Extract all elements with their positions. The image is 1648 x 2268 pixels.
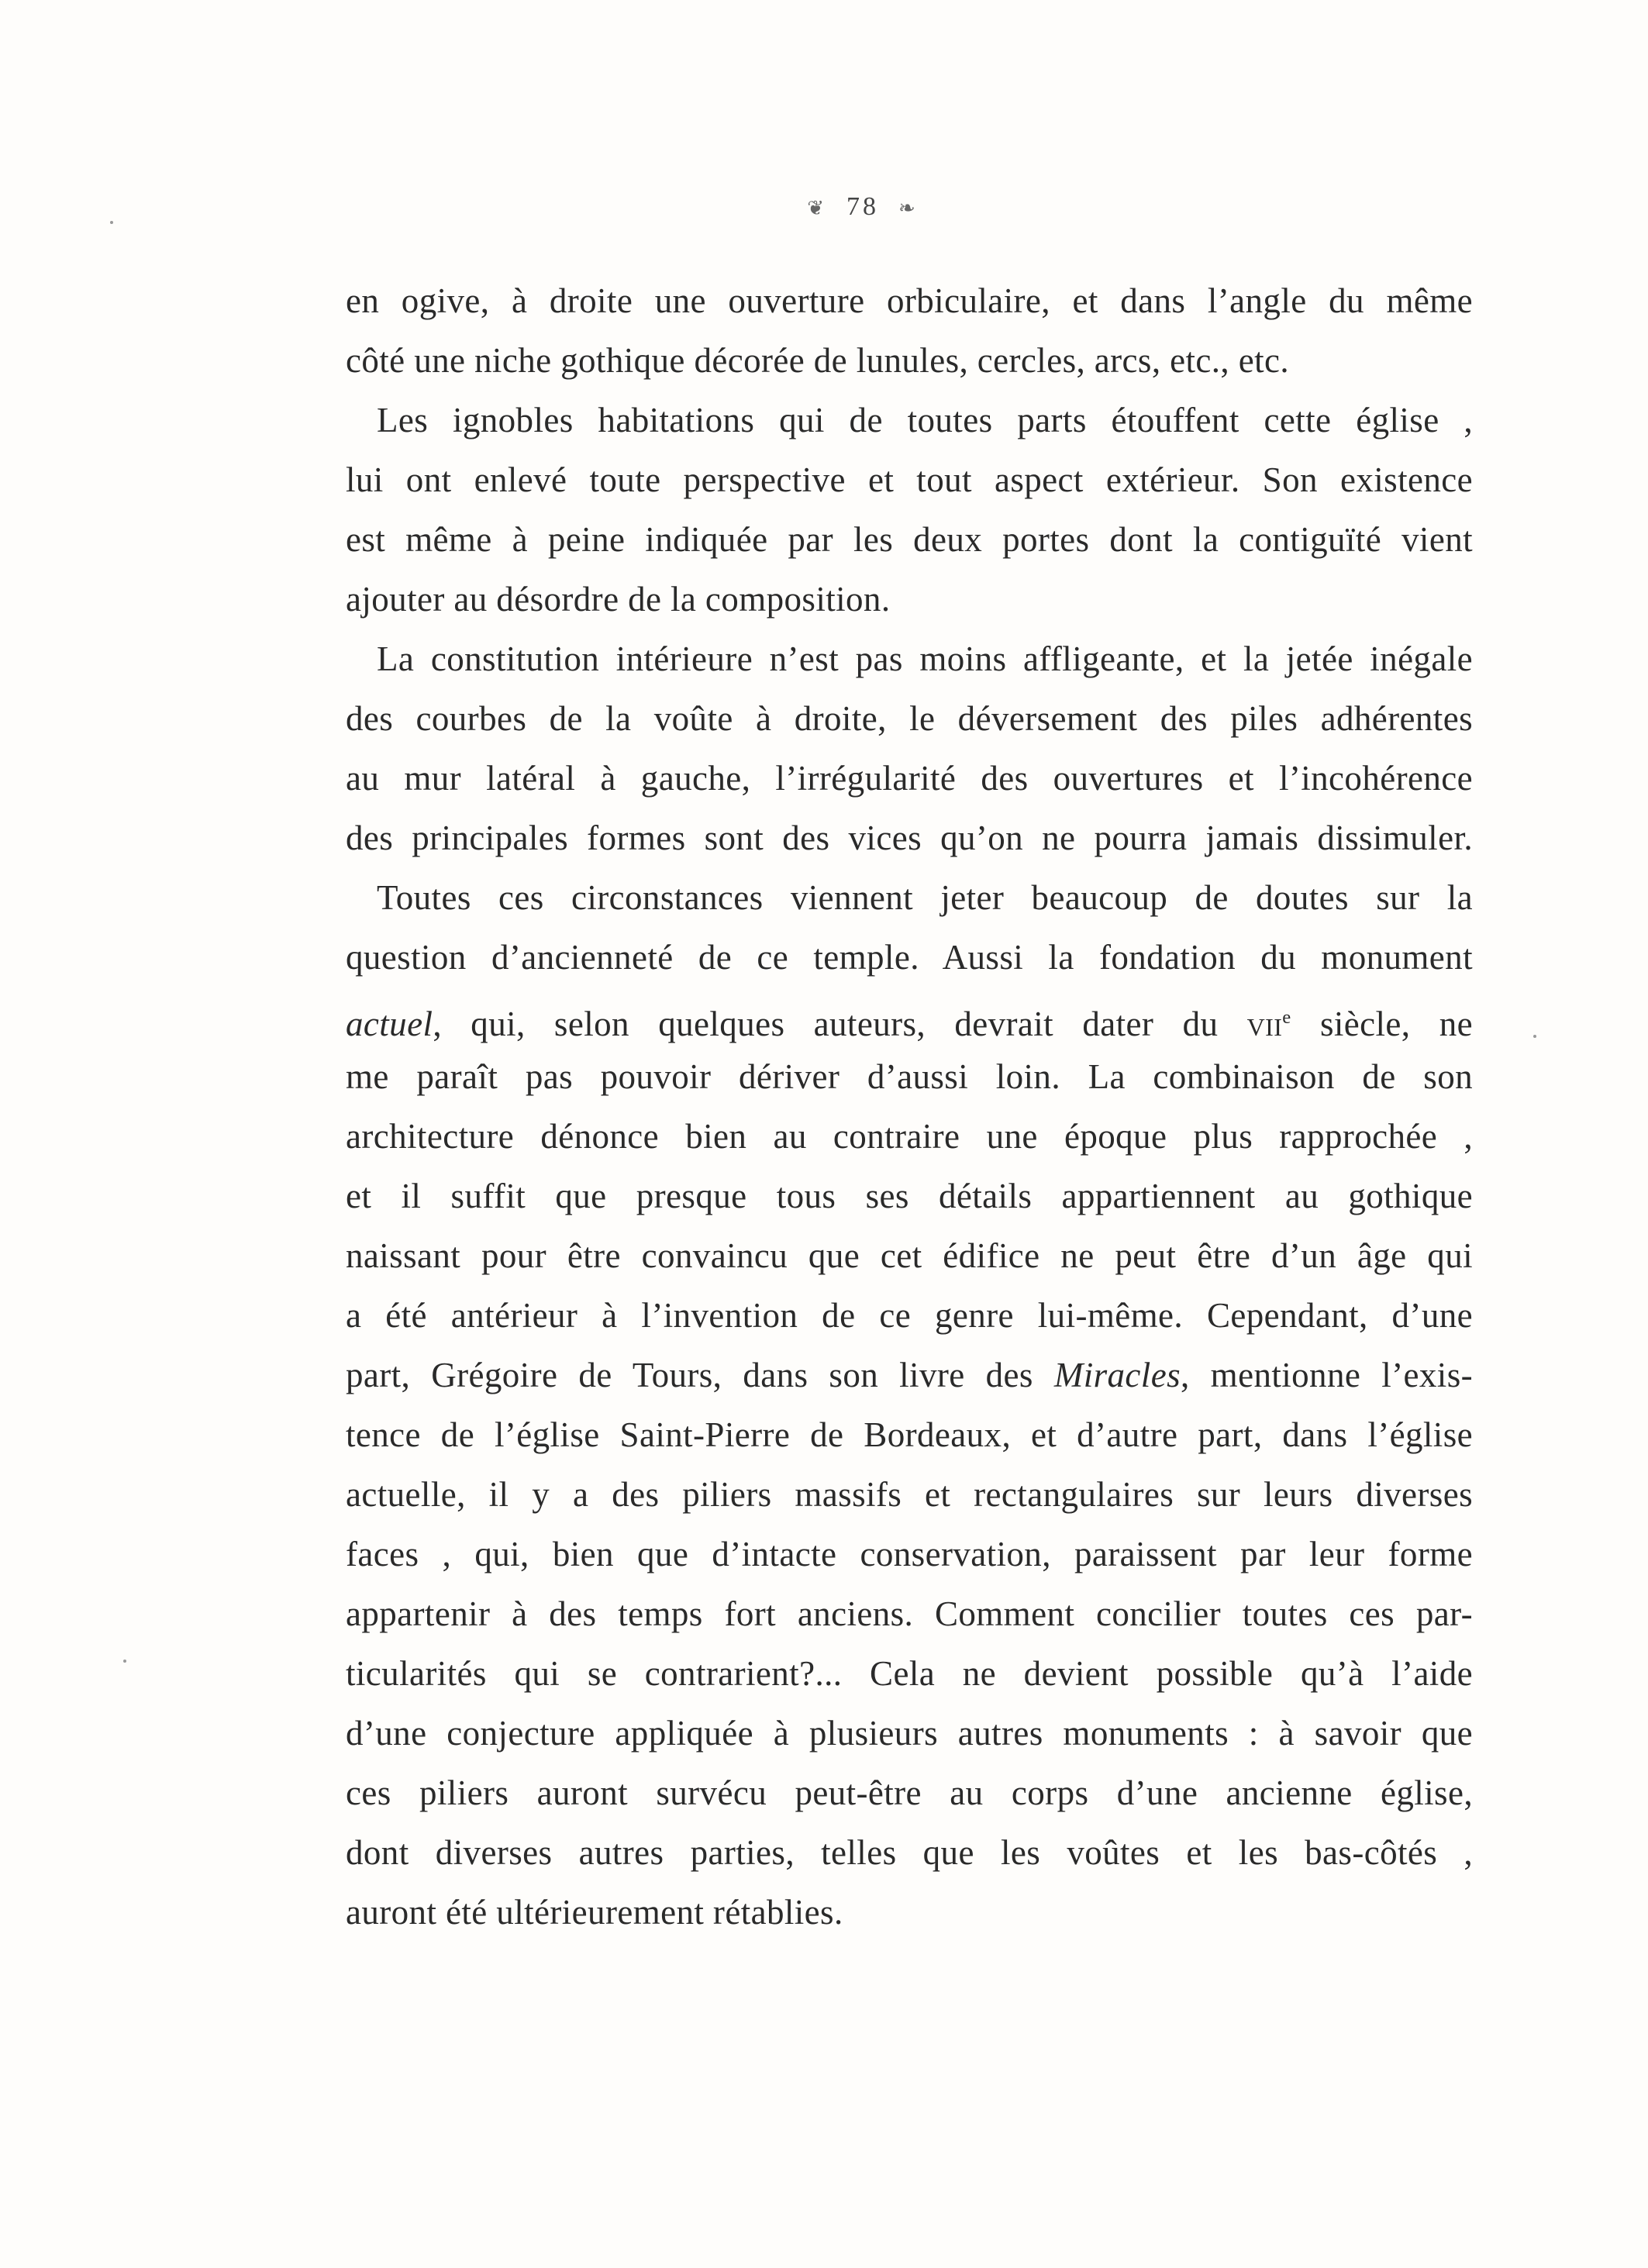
text-line: faces , qui, bien que d’intacte conservation, paraissent par leur forme — [346, 1535, 1473, 1573]
body-text — [346, 271, 1473, 1942]
paper-speck — [110, 221, 113, 224]
paragraph — [346, 271, 1473, 391]
text-line: actuelle, il y a des piliers massifs et rectangulaires sur leurs diverses — [346, 1475, 1473, 1514]
text-line: des courbes de la voûte à droite, le déversement des piles adhérentes — [346, 699, 1473, 738]
paragraph — [346, 868, 1473, 1942]
text-line: auront été ultérieurement rétablies. — [346, 1893, 843, 1932]
text-line: ces piliers auront survécu peut-être au corps d’une ancienne église, — [346, 1773, 1473, 1812]
text-line: appartenir à des temps fort anciens. Comment concilier toutes ces par- — [346, 1594, 1473, 1633]
text-line: ticularités qui se contrarient?... Cela ne devient possible qu’à l’aide — [346, 1654, 1473, 1693]
text-line: dont diverses autres parties, telles que les voûtes et les bas-côtés , — [346, 1833, 1473, 1872]
text-line: part, Grégoire de Tours, dans son livre des Miracles, mentionne l’exis- — [346, 1356, 1473, 1394]
text-line: Les ignobles habitations qui de toutes parts étouffent cette église , — [377, 401, 1473, 439]
text-line: côté une niche gothique décorée de lunules, cercles, arcs, etc., etc. — [346, 341, 1290, 380]
text-line: au mur latéral à gauche, l’irrégularité des ouvertures et l’incohérence — [346, 759, 1473, 798]
text-line: ajouter au désordre de la composition. — [346, 580, 891, 619]
text-line: est même à peine indiquée par les deux portes dont la contiguïté vient — [346, 520, 1473, 559]
text-line: actuel, qui, selon quelques auteurs, devrait dater du vii$^e$ siècle, ne — [346, 1005, 1474, 1043]
right-ornament-icon: ❧ — [898, 197, 919, 219]
page-number: 78 — [846, 192, 879, 221]
text-line: des principales formes sont des vices qu’on ne pourra jamais dissimuler. — [346, 819, 1473, 857]
text-line: a été antérieur à l’invention de ce genre lui-même. Cependant, d’une — [346, 1296, 1473, 1335]
paper-speck — [1533, 1035, 1536, 1038]
text-line: et il suffit que presque tous ses détails appartiennent au gothique — [346, 1177, 1473, 1215]
left-ornament-icon: ❦ — [807, 197, 827, 219]
text-line: question d’ancienneté de ce temple. Aussi la fondation du monument — [346, 938, 1473, 977]
text-line: en ogive, à droite une ouverture orbiculaire, et dans l’angle du même — [346, 281, 1473, 320]
paragraph — [346, 629, 1473, 868]
paragraph — [346, 391, 1473, 629]
text-line: architecture dénonce bien au contraire une époque plus rapprochée , — [346, 1117, 1473, 1156]
text-line: tence de l’église Saint-Pierre de Bordeaux, et d’autre part, dans l’église — [346, 1415, 1473, 1454]
text-line: naissant pour être convaincu que cet édifice ne peut être d’un âge qui — [346, 1236, 1473, 1275]
text-line: d’une conjecture appliquée à plusieurs autres monuments : à savoir que — [346, 1714, 1473, 1753]
page-number-header — [0, 192, 1648, 222]
text-line: La constitution intérieure n’est pas moins affligeante, et la jetée inégale — [377, 639, 1473, 678]
paper-speck — [123, 1660, 126, 1663]
text-line: lui ont enlevé toute perspective et tout aspect extérieur. Son existence — [346, 460, 1473, 499]
text-line: me paraît pas pouvoir dériver d’aussi loin. La combinaison de son — [346, 1057, 1473, 1096]
text-line: Toutes ces circonstances viennent jeter beaucoup de doutes sur la — [377, 878, 1473, 917]
